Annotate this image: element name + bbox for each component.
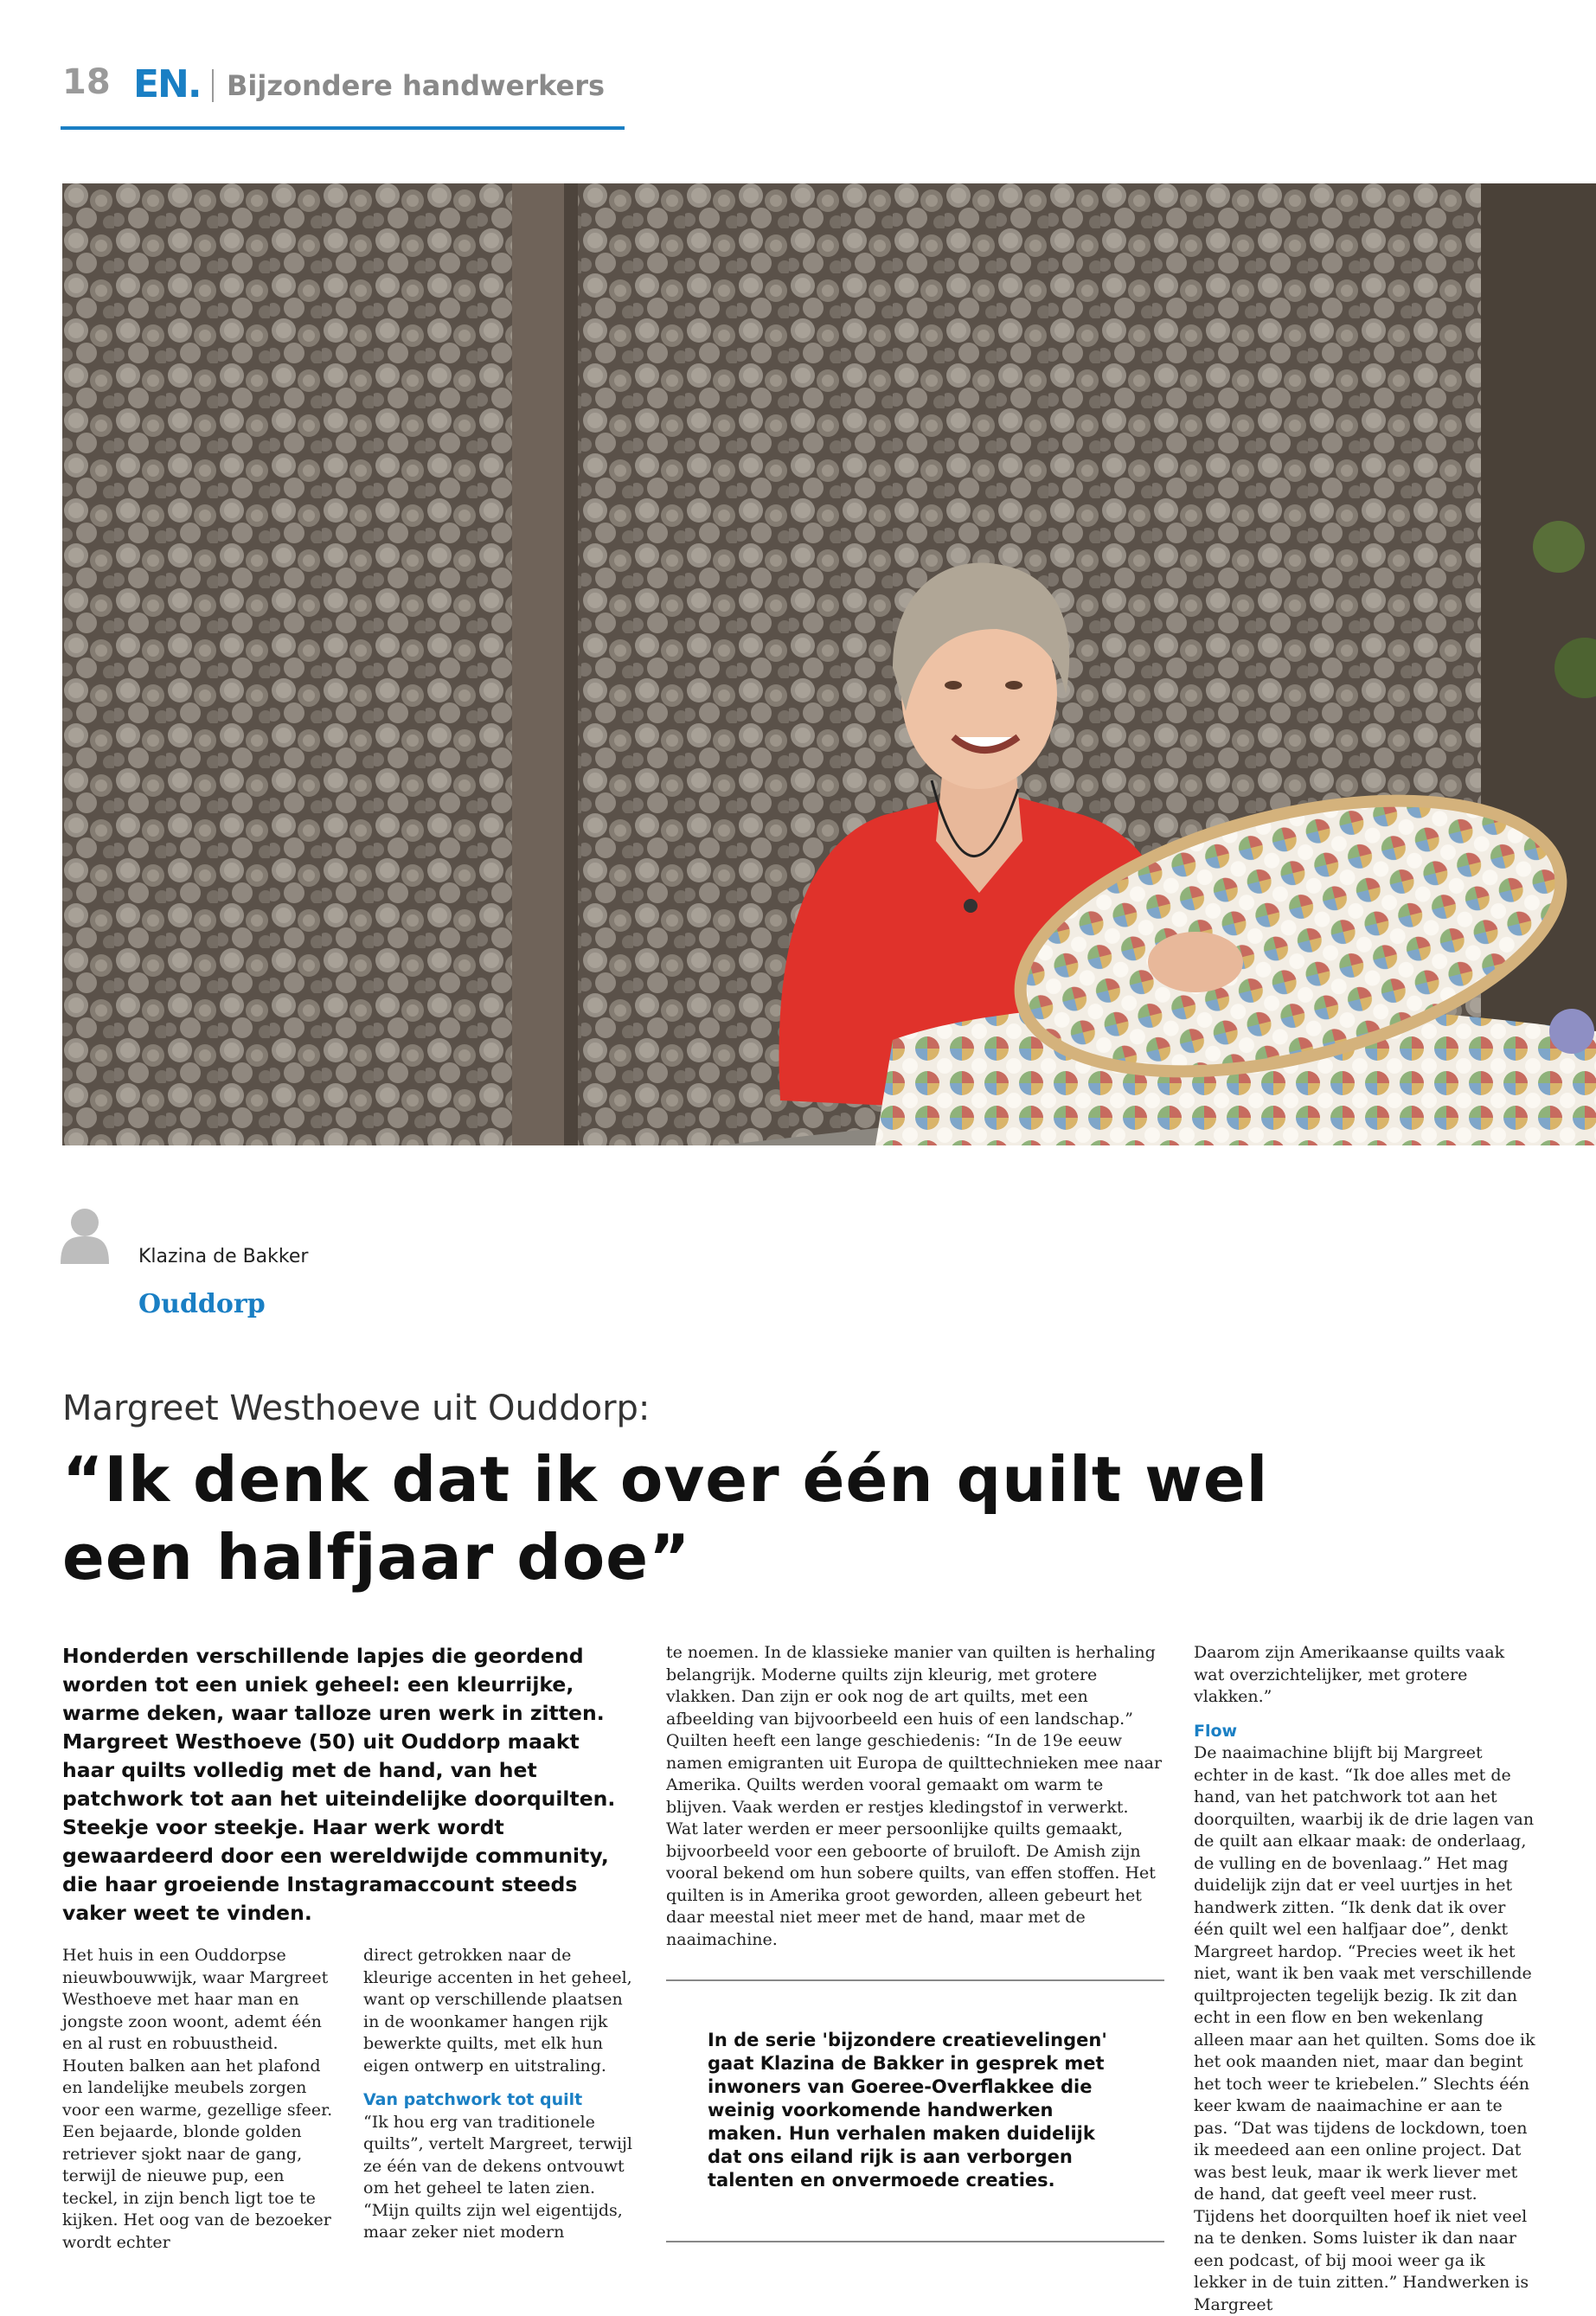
paragraph: direct getrokken naar de kleurige accenten in het geheel, want op verschillende plaatsen in de woonkamer hangen rijk bewerkte quilts, met elk hun eigen ontwerp en uitstraling. [363,1946,632,2075]
headline-title: “Ik denk dat ik over één quilt wel een halfjaar doe” [62,1443,1269,1594]
header-rule [61,126,625,130]
author-avatar-icon [61,1207,109,1264]
article-column-1b [363,1945,640,2244]
paragraph: “Ik hou erg van traditionele quilts”, vertelt Margreet, terwijl ze één van de dekens ontvouwt om het geheel te laten zien. “Mijn quilts zijn wel eigentijds, maar zeker niet modern [363,2112,633,2242]
header-divider [212,69,214,102]
section-title: Bijzondere handwerkers [227,69,606,102]
headline-kicker: Margreet Westhoeve uit Ouddorp: [62,1389,651,1428]
page-number: 18 [62,62,111,102]
paragraph: te noemen. In de klassieke manier van quilten is herhaling belangrijk. Moderne quilts zijn kleurig, met grotere vlakken. Dan zijn er ook nog de art quilts, met een afbeelding van bijvoorbeeld een huis of een landschap.” Quilten heeft een lange geschiedenis: “In de 19e eeuw namen emigranten uit Europa de quilttechnieken mee naar Amerika. Quilts werden vooral gemaakt om warm te blijven. Vaak werden er restjes kledingstof in verwerkt. Wat later werden er meer persoonlijke quilts gemaakt, bijvoorbeeld voor een geboorte of bruiloft. De Amish zijn vooral bekend om hun sobere quilts, van effen stoffen. Het quilten is in Amerika groot geworden, alleen gebeurt het daar meestal niet meer met de hand, maar met de naaimachine. [666,1643,1163,1949]
series-infobox: In de serie 'bijzondere creatievelingen' gaat Klazina de Bakker in gesprek met inwoners van Goeree-Overflakkee die weinig voorkomende handwerken maken. Hun verhalen maken duidelijk dat ons eiland rijk is aan verborgen talenten en onvermoede creaties. [708,2030,1107,2191]
author-name: Klazina de Bakker [138,1246,309,1267]
article-column-2 [666,1642,1163,1951]
paragraph: De naaimachine blijft bij Margreet echter in de kast. “Ik doe alles met de hand, van het patchwork tot aan het doorquilten, waarbij ik de drie lagen van de quilt aan elkaar maak: de onderlaag, de vulling en de bovenlaag.” Het mag duidelijk zijn dat er veel uurtjes in het handwerk zitten. “Ik denk dat ik over één quilt wel een halfjaar doe”, denkt Margreet hardop. “Precies weet ik het niet, want ik ben vaak met verschillende quiltprojecten tegelijk bezig. Ik zit dan echt in een flow en ben wekenlang alleen maar aan het quilten. Soms doe ik het ook maanden niet, maar dan begint het toch weer te kriebelen.” Slechts één keer kwam de naaimachine er aan te pas. “Dat was tijdens de lockdown, toen ik meedeed aan een online project. Dat was best leuk, maar ik werk liever met de hand, dat geeft veel meer rust. Tijdens het doorquilten hoef ik niet veel na te denken. Soms luister ik dan naar een podcast, of bij mooi weer ga ik lekker in de tuin zitten.” Handwerken is Margreet [1194,1743,1535,2314]
infobox-bottom-rule [666,2241,1164,2242]
paragraph: Daarom zijn Amerikaanse quilts vaak wat overzichtelijker, met grotere vlakken.” [1194,1643,1505,1706]
newspaper-logo: EN. [133,62,201,106]
article-column-1a [62,1945,339,2254]
infobox-top-rule [666,1979,1164,1981]
paragraph: Het huis in een Ouddorpse nieuwbouwwijk, waar Margreet Westhoeve met haar man en jongste zoon woont, ademt één en al rust en robuustheid. Houten balken aan het plafond en landelijke meubels zorgen voor een warme, gezellige sfeer. Een bejaarde, blonde golden retriever sjokt naar de gang, terwijl de nieuwe pup, een teckel, in zijn bench ligt toe te kijken. Het oog van de bezoeker wordt echter [62,1946,333,2252]
article-intro: Honderden verschillende lapjes die geordend worden tot een uniek geheel: een kleurrijke, warme deken, waar talloze uren werk in zitten. Margreet Westhoeve (50) uit Ouddorp maakt haar quilts volledig met de hand, van het patchwork tot aan het uiteindelijke doorquilten. Steekje voor steekje. Haar werk wordt gewaardeerd door een wereldwijde community, die haar groeiende Instagramaccount steeds vaker weet te vinden. [62,1644,616,1925]
article-photo [62,183,1596,1145]
subheading-patchwork: Van patchwork tot quilt [363,2090,583,2109]
article-column-3 [1194,1642,1535,2316]
subheading-flow: Flow [1194,1721,1238,1741]
dateline-location: Ouddorp [138,1289,266,1319]
